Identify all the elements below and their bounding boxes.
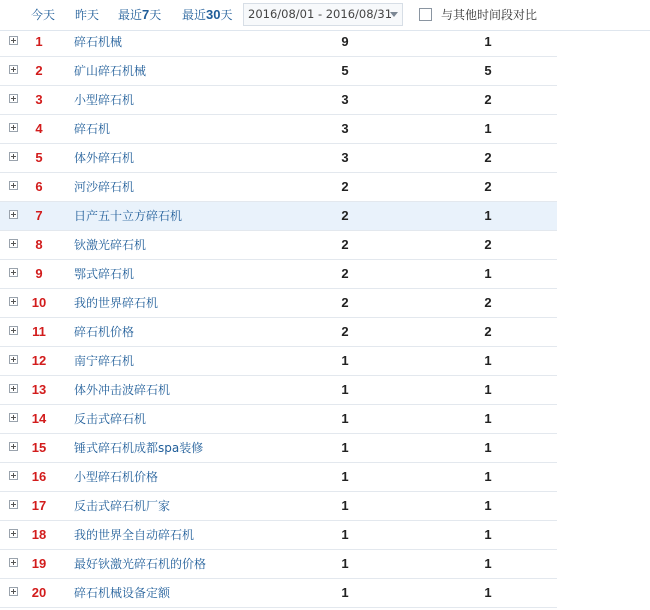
rank-number: 5 [35,150,43,165]
metric-value-2: 2 [484,179,492,194]
rank-number: 12 [31,353,47,368]
expand-plus-icon[interactable] [9,500,18,509]
keyword-link[interactable]: 矿山碎石机械 [74,64,147,78]
table-row[interactable] [0,521,557,550]
metric-value-2: 1 [484,585,492,600]
expand-plus-icon[interactable] [9,529,18,538]
table-row[interactable] [0,376,557,405]
compare-label: 与其他时间段对比 [441,8,538,22]
expand-plus-icon[interactable] [9,471,18,480]
compare-toggle[interactable] [419,0,537,30]
keyword-link[interactable]: 碎石机械设备定额 [74,586,171,600]
keyword-link[interactable]: 小型碎石机 [74,93,135,107]
table-row[interactable] [0,318,557,347]
expand-plus-icon[interactable] [9,384,18,393]
expand-plus-icon[interactable] [9,123,18,132]
keyword-link[interactable]: 我的世界碎石机 [74,296,159,310]
rank-number: 1 [35,34,43,49]
rank-number: 4 [35,121,43,136]
metric-value-1: 1 [341,440,349,455]
metric-value-1: 3 [341,121,349,136]
keyword-link[interactable]: 河沙碎石机 [74,180,135,194]
keyword-link[interactable]: 体外碎石机 [74,151,135,165]
keyword-link[interactable]: 体外冲击波碎石机 [74,383,171,397]
metric-value-1: 1 [341,498,349,513]
date-range-picker[interactable] [243,3,403,26]
expand-plus-icon[interactable] [9,94,18,103]
rank-number: 9 [35,266,43,281]
table-row[interactable] [0,434,557,463]
metric-value-1: 2 [341,266,349,281]
range-last7-prefix: 最近 [118,8,143,22]
table-row[interactable] [0,86,557,115]
metric-value-1: 1 [341,353,349,368]
rank-number: 8 [35,237,43,252]
expand-plus-icon[interactable] [9,268,18,277]
expand-plus-icon[interactable] [9,181,18,190]
keyword-link[interactable]: 碎石机械 [74,35,123,49]
keyword-link[interactable]: 碎石机价格 [74,325,135,339]
expand-plus-icon[interactable] [9,65,18,74]
range-last7-number: 7 [142,7,150,22]
keyword-link[interactable]: 南宁碎石机 [74,354,135,368]
metric-value-2: 1 [484,498,492,513]
expand-plus-icon[interactable] [9,210,18,219]
metric-value-2: 1 [484,411,492,426]
table-row[interactable] [0,260,557,289]
metric-value-1: 3 [341,150,349,165]
rank-number: 17 [31,498,47,513]
metric-value-2: 2 [484,295,492,310]
expand-plus-icon[interactable] [9,587,18,596]
keyword-link[interactable]: 反击式碎石机厂家 [74,499,171,513]
metric-value-1: 1 [341,527,349,542]
table-row[interactable] [0,144,557,173]
metric-value-1: 2 [341,208,349,223]
expand-plus-icon[interactable] [9,239,18,248]
table-row[interactable] [0,463,557,492]
metric-value-2: 1 [484,556,492,571]
keyword-link[interactable]: 最好钬激光碎石机的价格 [74,557,207,571]
chevron-down-icon [390,12,398,17]
range-last7-link[interactable] [118,0,161,30]
keyword-link[interactable]: 鄂式碎石机 [74,267,135,281]
compare-checkbox[interactable] [419,8,432,21]
rank-number: 7 [35,208,43,223]
range-last7-suffix: 天 [149,8,162,22]
range-last30-suffix: 天 [220,8,233,22]
expand-plus-icon[interactable] [9,442,18,451]
keyword-link[interactable]: 日产五十立方碎石机 [74,209,183,223]
rank-number: 3 [35,92,43,107]
expand-plus-icon[interactable] [9,355,18,364]
table-row[interactable] [0,28,557,57]
metric-value-2: 2 [484,150,492,165]
range-last30-number: 30 [206,7,221,22]
keyword-link[interactable]: 我的世界全自动碎石机 [74,528,195,542]
rank-number: 10 [31,295,47,310]
keyword-link[interactable]: 反击式碎石机 [74,412,147,426]
range-last30-prefix: 最近 [182,8,207,22]
expand-plus-icon[interactable] [9,413,18,422]
metric-value-1: 5 [341,63,349,78]
expand-plus-icon[interactable] [9,326,18,335]
table-row[interactable] [0,550,557,579]
range-yesterday-link[interactable]: 昨天 [75,8,100,22]
table-row[interactable] [0,202,557,231]
keyword-link[interactable]: 锤式碎石机成都spa装修 [74,441,204,455]
metric-value-1: 1 [341,585,349,600]
rank-number: 11 [32,324,46,339]
rank-number: 20 [31,585,47,600]
metric-value-1: 1 [341,556,349,571]
rank-number: 19 [31,556,47,571]
date-range-value: 2016/08/01 - 2016/08/31 [248,7,393,21]
metric-value-1: 9 [341,34,349,49]
table-row[interactable] [0,347,557,376]
rank-number: 16 [31,469,47,484]
rank-number: 13 [31,382,47,397]
metric-value-2: 1 [484,353,492,368]
table-row[interactable] [0,57,557,86]
range-today-link[interactable]: 今天 [31,8,56,22]
table-row[interactable] [0,492,557,521]
table-row[interactable] [0,405,557,434]
date-filter-toolbar [0,0,650,31]
metric-value-2: 1 [484,527,492,542]
table-row[interactable] [0,579,557,608]
metric-value-2: 1 [484,440,492,455]
rank-number: 14 [31,411,47,426]
metric-value-1: 2 [341,237,349,252]
rank-number: 2 [35,63,43,78]
metric-value-2: 2 [484,237,492,252]
metric-value-2: 1 [484,469,492,484]
expand-plus-icon[interactable] [9,36,18,45]
keyword-link[interactable]: 小型碎石机价格 [74,470,159,484]
rank-number: 18 [31,527,47,542]
metric-value-2: 1 [484,266,492,281]
metric-value-1: 3 [341,92,349,107]
metric-value-2: 5 [484,63,492,78]
metric-value-1: 1 [341,469,349,484]
metric-value-2: 1 [484,382,492,397]
table-row[interactable] [0,173,557,202]
table-row[interactable] [0,231,557,260]
metric-value-1: 2 [341,295,349,310]
table-row[interactable] [0,289,557,318]
keyword-table [0,28,557,608]
keyword-link[interactable]: 碎石机 [74,122,111,136]
metric-value-2: 2 [484,92,492,107]
rank-number: 6 [35,179,43,194]
keyword-link[interactable]: 钬激光碎石机 [74,238,147,252]
metric-value-2: 1 [484,34,492,49]
range-last30-link[interactable] [182,0,233,30]
rank-number: 15 [31,440,47,455]
metric-value-2: 2 [484,324,492,339]
expand-plus-icon[interactable] [9,297,18,306]
table-row[interactable] [0,115,557,144]
metric-value-1: 1 [341,382,349,397]
metric-value-2: 1 [484,121,492,136]
expand-plus-icon[interactable] [9,152,18,161]
metric-value-1: 2 [341,179,349,194]
metric-value-2: 1 [484,208,492,223]
metric-value-1: 2 [341,324,349,339]
expand-plus-icon[interactable] [9,558,18,567]
metric-value-1: 1 [341,411,349,426]
